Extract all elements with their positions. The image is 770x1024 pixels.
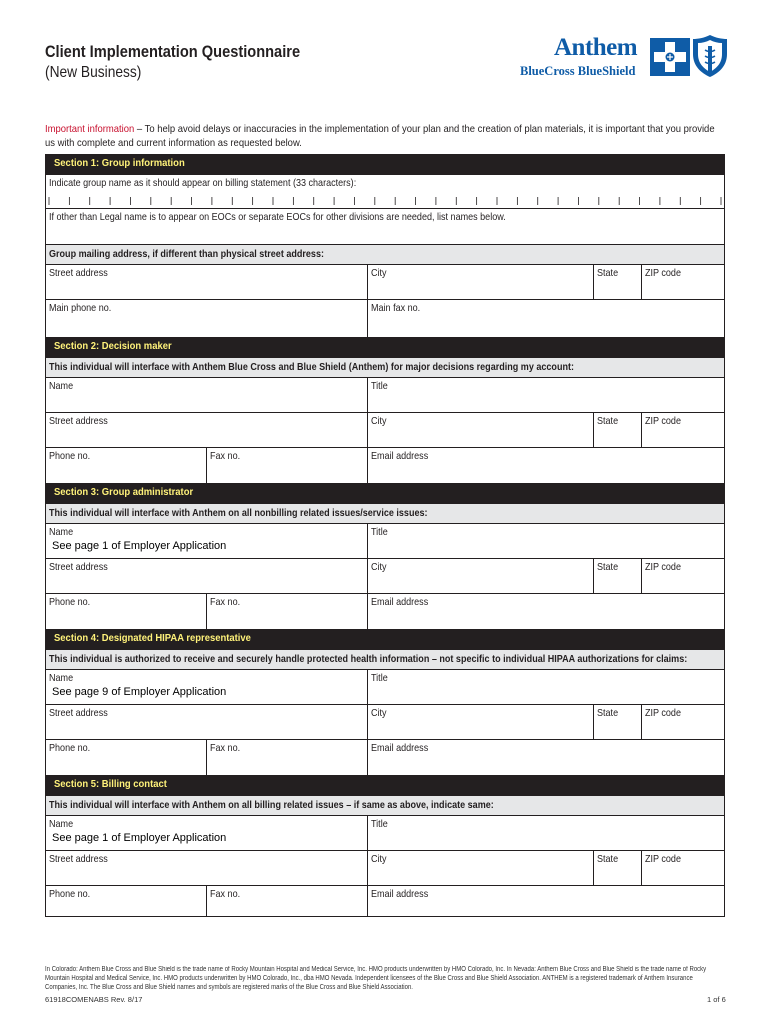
s1-state-label: State [597, 267, 619, 279]
divisions-field[interactable] [46, 209, 724, 245]
section-4-header [46, 630, 724, 650]
s1-street-field[interactable] [46, 265, 368, 299]
s1-phone-row [46, 300, 724, 338]
s5-state-label: State [597, 853, 619, 865]
s5-city-field[interactable] [368, 851, 594, 885]
s4-state-field[interactable] [594, 705, 642, 739]
section-2-header [46, 338, 724, 358]
page-number: 1 of 6 [707, 995, 726, 1004]
group-name-label: Indicate group name as it should appear on billing statement (33 characters): [49, 177, 357, 189]
s5-title-label: Title [371, 818, 388, 830]
s2-zip-field[interactable] [642, 413, 724, 447]
s5-address-row [46, 851, 724, 886]
s1-state-field[interactable] [594, 265, 642, 299]
s2-email-field[interactable] [368, 448, 724, 483]
s3-contact-row [46, 594, 724, 630]
s3-street-field[interactable] [46, 559, 368, 593]
s2-name-row [46, 378, 724, 413]
s2-address-row [46, 413, 724, 448]
s1-fax-label: Main fax no. [371, 302, 421, 314]
group-name-field[interactable] [46, 175, 724, 209]
s4-street-label: Street address [49, 707, 108, 719]
s2-fax-field[interactable] [207, 448, 368, 483]
page-subtitle: (New Business) [45, 64, 142, 81]
s5-fax-label: Fax no. [210, 888, 241, 900]
section-5-title: Section 5: Billing contact [54, 778, 167, 790]
logo-wordmark: Anthem [554, 34, 638, 61]
s4-state-label: State [597, 707, 619, 719]
s2-city-field[interactable] [368, 413, 594, 447]
blue-cross-icon [650, 38, 690, 76]
s4-city-label: City [371, 707, 387, 719]
s2-street-label: Street address [49, 415, 108, 427]
s4-street-field[interactable] [46, 705, 368, 739]
s3-zip-label: ZIP code [645, 561, 681, 573]
s3-name-row [46, 524, 724, 559]
s5-zip-field[interactable] [642, 851, 724, 885]
s3-city-label: City [371, 561, 387, 573]
s5-city-label: City [371, 853, 387, 865]
section-4-title: Section 4: Designated HIPAA representative [54, 632, 251, 644]
blue-shield-icon [692, 34, 728, 78]
s2-state-field[interactable] [594, 413, 642, 447]
important-information [45, 122, 725, 150]
mailing-address-header [46, 245, 724, 265]
questionnaire-form [45, 154, 725, 917]
anthem-logo [520, 34, 730, 84]
s3-address-row [46, 559, 724, 594]
s4-zip-field[interactable] [642, 705, 724, 739]
s1-zip-field[interactable] [642, 265, 724, 299]
section-5-header [46, 776, 724, 796]
s4-email-label: Email address [371, 742, 429, 754]
group-name-character-comb[interactable] [46, 197, 724, 205]
s3-name-value: See page 1 of Employer Application [52, 540, 227, 552]
s3-title-label: Title [371, 526, 388, 538]
important-information-lead: Important information [45, 123, 135, 135]
divisions-label: If other than Legal name is to appear on EOCs or separate EOCs for other divisions are needed, list names below. [49, 211, 506, 223]
s5-email-field[interactable] [368, 886, 724, 916]
s4-fax-field[interactable] [207, 740, 368, 775]
s2-state-label: State [597, 415, 619, 427]
s5-phone-field[interactable] [46, 886, 207, 916]
s2-fax-label: Fax no. [210, 450, 241, 462]
s4-name-row [46, 670, 724, 705]
section-3-description [46, 504, 724, 524]
s2-name-label: Name [49, 380, 74, 392]
section-4-description [46, 650, 724, 670]
s2-city-label: City [371, 415, 387, 427]
s5-name-label: Name [49, 818, 74, 830]
s4-email-field[interactable] [368, 740, 724, 775]
section-2-title: Section 2: Decision maker [54, 340, 172, 352]
s1-address-row [46, 265, 724, 300]
section-1-title: Section 1: Group information [54, 157, 185, 169]
logo-tagline: BlueCross BlueShield [520, 64, 636, 78]
s3-phone-field[interactable] [46, 594, 207, 629]
s1-zip-label: ZIP code [645, 267, 681, 279]
s3-state-label: State [597, 561, 619, 573]
mailing-address-title: Group mailing address, if different than physical street address: [49, 248, 324, 260]
s1-fax-field[interactable] [368, 300, 724, 337]
s3-email-field[interactable] [368, 594, 724, 629]
s3-fax-label: Fax no. [210, 596, 241, 608]
s5-email-label: Email address [371, 888, 429, 900]
s4-zip-label: ZIP code [645, 707, 681, 719]
s1-street-label: Street address [49, 267, 108, 279]
s3-state-field[interactable] [594, 559, 642, 593]
s5-state-field[interactable] [594, 851, 642, 885]
s4-title-label: Title [371, 672, 388, 684]
form-number: 61918COMENABS Rev. 8/17 [45, 995, 143, 1004]
section-2-description-text: This individual will interface with Anthem Blue Cross and Blue Shield (Anthem) for major decisions regarding my account: [49, 361, 574, 373]
s5-fax-field[interactable] [207, 886, 368, 916]
s3-fax-field[interactable] [207, 594, 368, 629]
s2-email-label: Email address [371, 450, 429, 462]
section-5-description [46, 796, 724, 816]
section-1-header [46, 155, 724, 175]
page-title: Client Implementation Questionnaire [45, 42, 301, 61]
s2-title-label: Title [371, 380, 388, 392]
s3-title-field[interactable] [368, 524, 724, 558]
s4-name-field[interactable] [46, 670, 368, 704]
s4-address-row [46, 705, 724, 740]
section-5-description-text: This individual will interface with Anthem on all billing related issues – if same as above, indicate same: [49, 799, 494, 811]
s2-title-field[interactable] [368, 378, 724, 412]
s3-email-label: Email address [371, 596, 429, 608]
section-3-header [46, 484, 724, 504]
s5-zip-label: ZIP code [645, 853, 681, 865]
s4-title-field[interactable] [368, 670, 724, 704]
s1-phone-label: Main phone no. [49, 302, 112, 314]
s4-name-label: Name [49, 672, 74, 684]
s4-phone-field[interactable] [46, 740, 207, 775]
s1-city-field[interactable] [368, 265, 594, 299]
s4-city-field[interactable] [368, 705, 594, 739]
s5-name-row [46, 816, 724, 851]
s2-zip-label: ZIP code [645, 415, 681, 427]
important-information-text: – To help avoid delays or inaccuracies in the implementation of your plan and the creation of plan materials, it is important that you provide us with complete and current information as requested below. [45, 123, 715, 149]
s5-phone-label: Phone no. [49, 888, 91, 900]
section-4-description-text: This individual is authorized to receive and securely handle protected health information – not specific to individual HIPAA authorizations for claims: [49, 653, 688, 665]
s5-title-field[interactable] [368, 816, 724, 850]
s3-street-label: Street address [49, 561, 108, 573]
s4-fax-label: Fax no. [210, 742, 241, 754]
s5-street-label: Street address [49, 853, 108, 865]
s1-city-label: City [371, 267, 387, 279]
s4-phone-label: Phone no. [49, 742, 91, 754]
s3-phone-label: Phone no. [49, 596, 91, 608]
s2-phone-label: Phone no. [49, 450, 91, 462]
s5-street-field[interactable] [46, 851, 368, 885]
s3-zip-field[interactable] [642, 559, 724, 593]
s5-contact-row [46, 886, 724, 916]
s3-city-field[interactable] [368, 559, 594, 593]
section-3-title: Section 3: Group administrator [54, 486, 194, 498]
s2-street-field[interactable] [46, 413, 368, 447]
s3-name-field[interactable] [46, 524, 368, 558]
s2-contact-row [46, 448, 724, 484]
s4-name-value: See page 9 of Employer Application [52, 686, 227, 698]
section-3-description-text: This individual will interface with Anthem on all nonbilling related issues/service issues: [49, 507, 428, 519]
s1-phone-field[interactable] [46, 300, 368, 337]
s4-contact-row [46, 740, 724, 776]
s5-name-value: See page 1 of Employer Application [52, 832, 227, 844]
s2-name-field[interactable] [46, 378, 368, 412]
s3-name-label: Name [49, 526, 74, 538]
s2-phone-field[interactable] [46, 448, 207, 483]
legal-footnote: In Colorado: Anthem Blue Cross and Blue Shield is the trade name of Rocky Mountain Hospital and Medical Service, Inc. HMO products underwritten by HMO Colorado, Inc. In Nevada: Anthem Blue Cross and Blue Shield is the trade name of Rocky Mountain Hospital and Medical Service, Inc. HMO products underwritten by HMO Colorado, Inc., dba HMO Nevada. Independent licensees of the Blue Cross and Blue Shield Association. ANTHEM is a registered trademark of Anthem Insurance Companies, Inc. The Blue Cross and Blue Shield names and symbols are registered marks of the Blue Cross and Blue Shield Association. [45, 966, 707, 991]
s5-name-field[interactable] [46, 816, 368, 850]
section-2-description [46, 358, 724, 378]
